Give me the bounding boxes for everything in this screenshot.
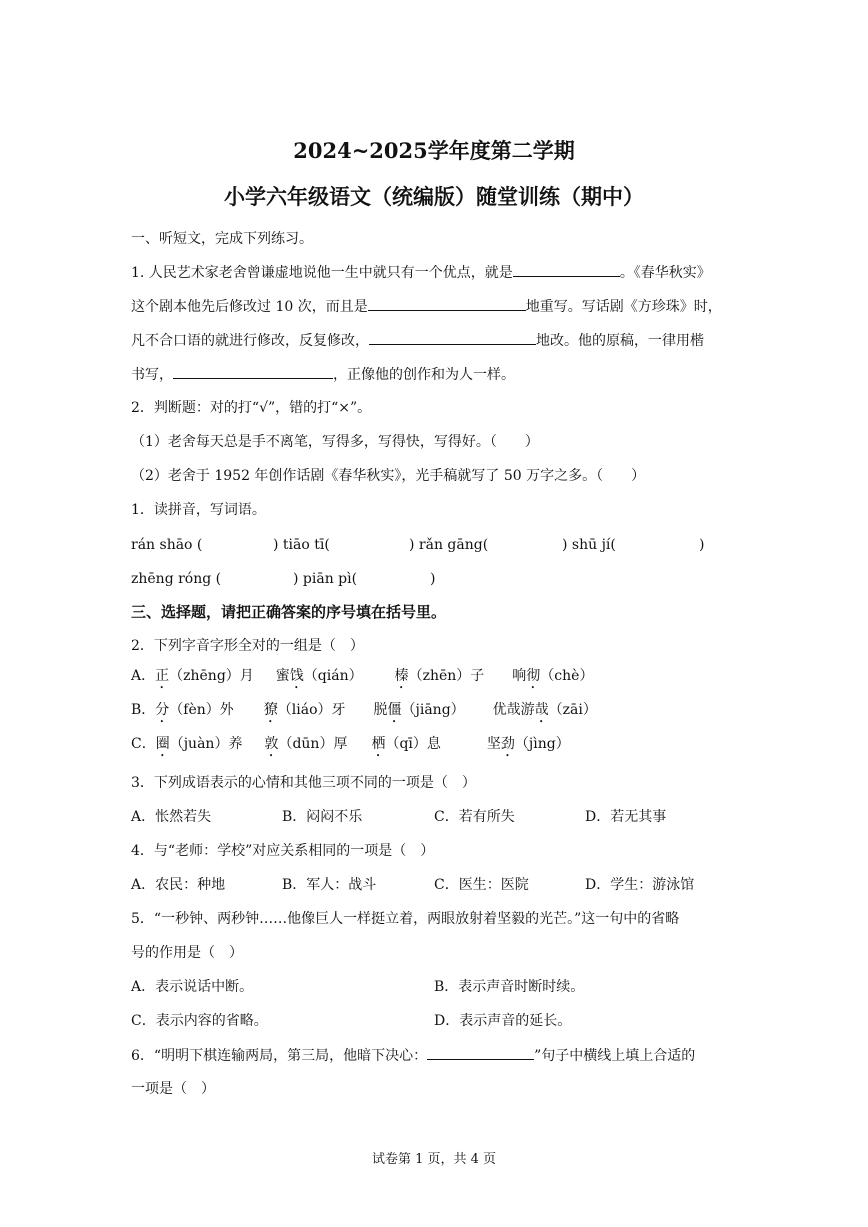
q1-text-c: 这个剧本他先后修改过 10 次，而且是 <box>131 299 368 315</box>
section-1-heading: 一、听短文，完成下列练习。 <box>131 231 313 247</box>
c4-option-b: B．军人：战斗 <box>282 877 377 893</box>
c2-option-b: B．分（fèn）外 獠（liáo）牙 脱僵（jiāng） 优哉游哉（zāi） <box>131 702 597 718</box>
q1-line-3 <box>131 330 704 351</box>
q1-text-b: 。《春华秋实》 <box>619 265 711 281</box>
q1-blank-3[interactable] <box>369 330 536 345</box>
q1-blank-1[interactable] <box>513 262 620 277</box>
c4-option-d: D．学生：游泳馆 <box>585 877 695 893</box>
q1-blank-4[interactable] <box>173 364 333 379</box>
q1-line-2 <box>131 296 722 317</box>
c5-stem-line-2: 号的作用是（ ） <box>131 945 243 961</box>
c3-stem: 3．下列成语表示的心情和其他三项不同的一项是（ ） <box>131 775 476 791</box>
q1-blank-2[interactable] <box>368 296 526 311</box>
q1-text-f: 地改。他的原稿，一律用楷 <box>536 333 704 349</box>
section-3-heading: 三、选择题，请把正确答案的序号填在括号里。 <box>131 603 447 621</box>
q2-statement-2: （2）老舍于 1952 年创作话剧《春华秋实》，光手稿就写了 50 万字之多。（ ） <box>131 468 646 484</box>
page-footer: 试卷第 1 页，共 4 页 <box>371 1152 497 1167</box>
c3-option-d: D．若无其事 <box>585 809 667 825</box>
c5-option-b: B．表示声音时断时续。 <box>434 979 585 995</box>
c5-option-d: D．表示声音的延长。 <box>434 1013 572 1029</box>
q1-text-e: 凡不合口语的就进行修改，反复修改， <box>131 333 369 349</box>
c6-stem-line-2: 一项是（ ） <box>131 1081 215 1097</box>
c5-option-c: C．表示内容的省略。 <box>131 1013 268 1029</box>
c2-option-a: A．正（zhēng）月 蜜饯（qián） 榛（zhēn）子 响彻（chè） <box>131 668 594 684</box>
pinyin-word-5: zhēng róng ( <box>131 571 222 587</box>
pinyin-stem: 1．读拼音，写词语。 <box>131 502 266 518</box>
c4-option-c: C．医生：医院 <box>434 877 529 893</box>
c2-option-c: C．圈（juàn）养 敦（dūn）厚 栖（qī）息 坚劲（jìng） <box>131 736 570 752</box>
pinyin-word-4: ) shū jí( <box>562 537 616 553</box>
q1-text-g: 书写， <box>131 367 173 383</box>
c4-option-a: A．农民：种地 <box>131 877 226 893</box>
q1-text-h: ，正像他的创作和为人一样。 <box>333 367 515 383</box>
pinyin-word-3: ) rǎn gāng( <box>409 537 489 553</box>
pinyin-word-1: rán shāo ( <box>131 537 203 553</box>
c3-option-b: B．闷闷不乐 <box>282 809 363 825</box>
q2-stem: 2．判断题：对的打“√”，错的打“×”。 <box>131 400 372 416</box>
q1-text-d: 地重写。写话剧《方珍珠》时， <box>525 299 722 315</box>
pinyin-word-2: ) tiāo tī( <box>273 537 330 553</box>
pinyin-close-2: ) <box>430 571 436 587</box>
exam-title-subject: 小学六年级语文（统编版）随堂训练（期中） <box>224 184 644 209</box>
c5-stem-line-1: 5．“一秒钟、两秒钟……他像巨人一样挺立着，两眼放射着坚毅的光芒。”这一句中的省略 <box>131 911 680 927</box>
c3-option-a: A．怅然若失 <box>131 809 212 825</box>
pinyin-close-1: ) <box>699 537 705 553</box>
c3-option-c: C．若有所失 <box>434 809 515 825</box>
q1-line-1 <box>131 262 711 283</box>
pinyin-word-6: ) piān pì( <box>293 571 358 587</box>
q1-line-4 <box>131 364 515 385</box>
q2-statement-1: （1）老舍每天总是手不离笔，写得多，写得快，写得好。（ ） <box>131 434 539 450</box>
c5-option-a: A．表示说话中断。 <box>131 979 254 995</box>
c6-stem-line-1: 6．“明明下棋连输两局，第三局，他暗下决心： ”句子中横线上填上合适的 <box>131 1045 695 1066</box>
c2-stem: 2．下列字音字形全对的一组是（ ） <box>131 638 364 654</box>
q1-text-a: 1. 人民艺术家老舍曾谦虚地说他一生中就只有一个优点，就是 <box>131 265 513 281</box>
c4-stem: 4．与“老师：学校”对应关系相同的一项是（ ） <box>131 843 435 859</box>
exam-title-year: 2024~2025学年度第二学期 <box>293 138 575 163</box>
c6-blank[interactable] <box>427 1045 534 1060</box>
